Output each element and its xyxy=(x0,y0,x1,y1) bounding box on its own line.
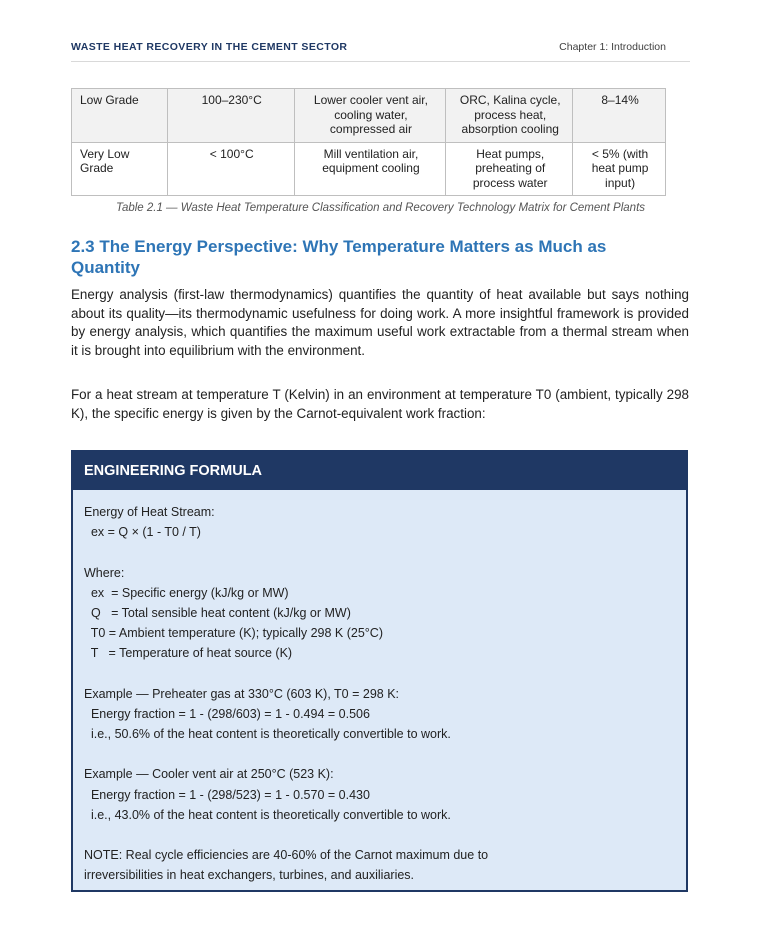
temperature-cell: 100–230°C xyxy=(167,89,294,143)
definition-line: Q = Total sensible heat content (kJ/kg or MW) xyxy=(84,605,351,620)
definition-line: T = Temperature of heat source (K) xyxy=(84,646,293,661)
document-title: WASTE HEAT RECOVERY IN THE CEMENT SECTOR xyxy=(71,41,348,53)
technologies-cell: ORC, Kalina cycle, process heat, absorption cooling xyxy=(446,89,573,143)
where-label: Where: xyxy=(84,565,125,580)
example-line: Example — Preheater gas at 330°C (603 K), T0 = 298 K: xyxy=(84,686,400,701)
table-caption: Table 2.1 — Waste Heat Temperature Classification and Recovery Technology Matrix for Cement Plants xyxy=(115,202,646,214)
body-paragraph: Energy analysis (first-law thermodynamics) quantifies the quantity of heat available but says nothing about its quality—its thermodynamic usefulness for doing work. A more insightful framework is provided by energy analysis, which quantifies the maximum useful work extractable from a thermal stream when it is brought into equilibrium with the environment. xyxy=(71,287,689,358)
example-line: i.e., 50.6% of the heat content is theoretically convertible to work. xyxy=(84,727,451,742)
chapter-label: Chapter 1: Introduction xyxy=(559,41,666,53)
share-cell: 8–14% xyxy=(573,89,666,143)
note-line: irreversibilities in heat exchangers, turbines, and auxiliaries. xyxy=(84,868,415,883)
formula-equation: ex = Q × (1 - T0 / T) xyxy=(84,525,201,540)
table-row xyxy=(72,89,666,143)
note-line: NOTE: Real cycle efficiencies are 40-60% of the Carnot maximum due to xyxy=(84,848,489,863)
sources-cell: Mill ventilation air, equipment cooling xyxy=(294,142,446,196)
formula-title: Energy of Heat Stream: xyxy=(84,505,215,519)
example-line: Example — Cooler vent air at 250°C (523 K): xyxy=(84,767,334,782)
share-cell: < 5% (with heat pump input) xyxy=(573,142,666,196)
page-header xyxy=(71,41,690,62)
heat-classification-table xyxy=(71,88,666,196)
definition-line: T0 = Ambient temperature (K); typically 298 K (25°C) xyxy=(84,626,383,641)
grade-cell: Low Grade xyxy=(72,89,168,143)
formula-box-heading: ENGINEERING FORMULA xyxy=(73,452,686,490)
engineering-formula-box xyxy=(71,450,688,892)
grade-cell: Very Low Grade xyxy=(72,142,168,196)
sources-cell: Lower cooler vent air, cooling water, compressed air xyxy=(294,89,446,143)
example-line: Energy fraction = 1 - (298/523) = 1 - 0.570 = 0.430 xyxy=(84,787,370,802)
example-line: Energy fraction = 1 - (298/603) = 1 - 0.494 = 0.506 xyxy=(84,706,370,721)
section-heading: 2.3 The Energy Perspective: Why Temperature Matters as Much as Quantity xyxy=(71,237,607,277)
definition-line: ex = Specific energy (kJ/kg or MW) xyxy=(84,585,289,600)
table-row xyxy=(72,142,666,196)
example-line: i.e., 43.0% of the heat content is theoretically convertible to work. xyxy=(84,807,451,822)
technologies-cell: Heat pumps, preheating of process water xyxy=(446,142,573,196)
formula-box-body xyxy=(73,490,686,886)
body-paragraph: For a heat stream at temperature T (Kelvin) in an environment at temperature T0 (ambient, typically 298 K), the specific energy is given by the Carnot-equivalent work fraction: xyxy=(71,387,689,421)
temperature-cell: < 100°C xyxy=(167,142,294,196)
